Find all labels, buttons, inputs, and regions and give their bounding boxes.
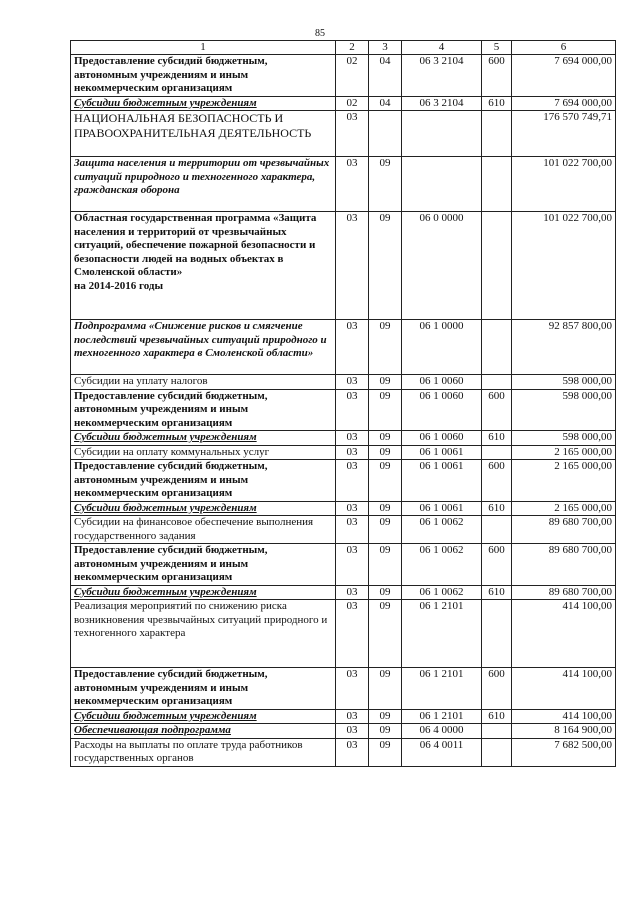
- row-expense-type-code: [482, 445, 512, 460]
- row-subsection-code: [369, 111, 402, 157]
- row-expense-type-code: 610: [482, 96, 512, 111]
- row-name-cell: НАЦИОНАЛЬНАЯ БЕЗОПАСНОСТЬ И ПРАВООХРАНИТЕЛЬНАЯ ДЕЯТЕЛЬНОСТЬ: [71, 111, 336, 157]
- row-subsection-code: 09: [369, 738, 402, 766]
- table-row: [71, 389, 616, 431]
- row-subsection-code: 04: [369, 96, 402, 111]
- row-target-article-code: 06 1 0062: [402, 544, 482, 586]
- budget-table: [70, 40, 616, 767]
- row-section-code: 02: [336, 55, 369, 97]
- row-amount: 2 165 000,00: [512, 501, 616, 516]
- row-expense-type-code: [482, 738, 512, 766]
- row-amount: 598 000,00: [512, 389, 616, 431]
- row-target-article-code: 06 1 0061: [402, 445, 482, 460]
- row-amount: 8 164 900,00: [512, 724, 616, 739]
- row-section-code: 03: [336, 544, 369, 586]
- row-expense-type-code: 610: [482, 709, 512, 724]
- row-name-cell: Предоставление субсидий бюджетным, автономным учреждениям и иным некоммерческим организациям: [71, 460, 336, 502]
- column-header: 4: [402, 41, 482, 55]
- row-section-code: 03: [336, 585, 369, 600]
- table-row: [71, 157, 616, 212]
- row-amount: 7 694 000,00: [512, 55, 616, 97]
- row-section-code: 03: [336, 445, 369, 460]
- row-expense-type-code: [482, 212, 512, 320]
- column-header: 5: [482, 41, 512, 55]
- row-expense-type-code: [482, 600, 512, 668]
- row-name-cell: Субсидии бюджетным учреждениям: [71, 96, 336, 111]
- row-amount: 89 680 700,00: [512, 585, 616, 600]
- row-section-code: 03: [336, 460, 369, 502]
- row-subsection-code: 09: [369, 501, 402, 516]
- row-target-article-code: 06 1 2101: [402, 668, 482, 710]
- row-target-article-code: 06 1 0061: [402, 501, 482, 516]
- row-subsection-code: 09: [369, 157, 402, 212]
- column-header: 3: [369, 41, 402, 55]
- table-row: [71, 431, 616, 446]
- row-target-article-code: 06 3 2104: [402, 96, 482, 111]
- row-expense-type-code: [482, 516, 512, 544]
- row-target-article-code: [402, 111, 482, 157]
- row-section-code: 03: [336, 668, 369, 710]
- row-name-cell: Субсидии бюджетным учреждениям: [71, 431, 336, 446]
- row-amount: 92 857 800,00: [512, 320, 616, 375]
- table-row: [71, 516, 616, 544]
- row-name-cell: Предоставление субсидий бюджетным, автономным учреждениям и иным некоммерческим организациям: [71, 55, 336, 97]
- row-name-cell: Субсидии бюджетным учреждениям: [71, 501, 336, 516]
- row-section-code: 03: [336, 157, 369, 212]
- row-name-cell: Субсидии бюджетным учреждениям: [71, 709, 336, 724]
- table-row: [71, 668, 616, 710]
- row-amount: 2 165 000,00: [512, 460, 616, 502]
- row-section-code: 03: [336, 600, 369, 668]
- row-section-code: 03: [336, 709, 369, 724]
- row-subsection-code: 09: [369, 709, 402, 724]
- row-amount: 414 100,00: [512, 600, 616, 668]
- row-expense-type-code: [482, 157, 512, 212]
- table-row: [71, 96, 616, 111]
- row-section-code: 03: [336, 516, 369, 544]
- row-target-article-code: 06 1 0060: [402, 375, 482, 390]
- row-section-code: 03: [336, 320, 369, 375]
- row-amount: 598 000,00: [512, 431, 616, 446]
- row-target-article-code: 06 3 2104: [402, 55, 482, 97]
- row-target-article-code: [402, 157, 482, 212]
- row-name-cell: Подпрограмма «Снижение рисков и смягчение последствий чрезвычайных ситуаций природного и техногенного характера в Смоленской области»: [71, 320, 336, 375]
- row-name-cell: Реализация мероприятий по снижению риска возникновения чрезвычайных ситуаций природного и техногенного характера: [71, 600, 336, 668]
- table-row: [71, 111, 616, 157]
- table-row: [71, 460, 616, 502]
- row-subsection-code: 09: [369, 320, 402, 375]
- row-subsection-code: 09: [369, 668, 402, 710]
- row-expense-type-code: 600: [482, 668, 512, 710]
- table-row: [71, 600, 616, 668]
- row-section-code: 03: [336, 724, 369, 739]
- row-section-code: 03: [336, 389, 369, 431]
- row-target-article-code: 06 1 0062: [402, 516, 482, 544]
- row-subsection-code: 09: [369, 724, 402, 739]
- row-name-cell: Предоставление субсидий бюджетным, автономным учреждениям и иным некоммерческим организациям: [71, 544, 336, 586]
- table-row: [71, 709, 616, 724]
- table-row: [71, 375, 616, 390]
- row-amount: 176 570 749,71: [512, 111, 616, 157]
- table-header-row: [71, 41, 616, 55]
- row-target-article-code: 06 1 0061: [402, 460, 482, 502]
- row-name-cell: Расходы на выплаты по оплате труда работников государственных органов: [71, 738, 336, 766]
- row-amount: 2 165 000,00: [512, 445, 616, 460]
- row-expense-type-code: 610: [482, 501, 512, 516]
- table-row: [71, 724, 616, 739]
- row-amount: 414 100,00: [512, 709, 616, 724]
- row-subsection-code: 04: [369, 55, 402, 97]
- table-row: [71, 55, 616, 97]
- row-section-code: 03: [336, 431, 369, 446]
- table-row: [71, 212, 616, 320]
- row-expense-type-code: 610: [482, 585, 512, 600]
- row-name-cell: Обеспечивающая подпрограмма: [71, 724, 336, 739]
- row-section-code: 02: [336, 96, 369, 111]
- row-subsection-code: 09: [369, 375, 402, 390]
- row-subsection-code: 09: [369, 431, 402, 446]
- row-subsection-code: 09: [369, 516, 402, 544]
- row-target-article-code: 06 1 0060: [402, 431, 482, 446]
- row-target-article-code: 06 1 0060: [402, 389, 482, 431]
- row-amount: 101 022 700,00: [512, 212, 616, 320]
- row-expense-type-code: 610: [482, 431, 512, 446]
- row-expense-type-code: [482, 320, 512, 375]
- row-subsection-code: 09: [369, 389, 402, 431]
- row-amount: 598 000,00: [512, 375, 616, 390]
- page-number: 85: [315, 28, 325, 39]
- row-target-article-code: 06 4 0000: [402, 724, 482, 739]
- row-name-cell: Областная государственная программа «Защита населения и территорий от чрезвычайных ситуаций, обеспечение пожарной безопасности и безопасности людей на водных объектах в Смоленской области» на 2014-2016 годы: [71, 212, 336, 320]
- row-expense-type-code: [482, 111, 512, 157]
- row-subsection-code: 09: [369, 585, 402, 600]
- row-amount: 101 022 700,00: [512, 157, 616, 212]
- row-target-article-code: 06 1 2101: [402, 709, 482, 724]
- column-header: 6: [512, 41, 616, 55]
- row-section-code: 03: [336, 375, 369, 390]
- row-target-article-code: 06 1 0000: [402, 320, 482, 375]
- row-name-cell: Предоставление субсидий бюджетным, автономным учреждениям и иным некоммерческим организациям: [71, 668, 336, 710]
- table-row: [71, 738, 616, 766]
- row-expense-type-code: 600: [482, 460, 512, 502]
- row-name-cell: Субсидии на уплату налогов: [71, 375, 336, 390]
- row-subsection-code: 09: [369, 544, 402, 586]
- row-name-cell: Предоставление субсидий бюджетным, автономным учреждениям и иным некоммерческим организациям: [71, 389, 336, 431]
- table-row: [71, 585, 616, 600]
- row-target-article-code: 06 0 0000: [402, 212, 482, 320]
- row-section-code: 03: [336, 111, 369, 157]
- row-target-article-code: 06 1 2101: [402, 600, 482, 668]
- row-subsection-code: 09: [369, 460, 402, 502]
- row-name-cell: Субсидии на оплату коммунальных услуг: [71, 445, 336, 460]
- row-name-cell: Субсидии бюджетным учреждениям: [71, 585, 336, 600]
- row-amount: 89 680 700,00: [512, 516, 616, 544]
- table-row: [71, 501, 616, 516]
- table-row: [71, 320, 616, 375]
- row-section-code: 03: [336, 738, 369, 766]
- row-subsection-code: 09: [369, 212, 402, 320]
- row-subsection-code: 09: [369, 445, 402, 460]
- row-target-article-code: 06 1 0062: [402, 585, 482, 600]
- row-amount: 7 694 000,00: [512, 96, 616, 111]
- row-name-cell: Субсидии на финансовое обеспечение выполнения государственного задания: [71, 516, 336, 544]
- row-amount: 414 100,00: [512, 668, 616, 710]
- row-expense-type-code: 600: [482, 55, 512, 97]
- row-section-code: 03: [336, 212, 369, 320]
- column-header: 1: [71, 41, 336, 55]
- row-expense-type-code: 600: [482, 389, 512, 431]
- table-row: [71, 544, 616, 586]
- row-expense-type-code: [482, 375, 512, 390]
- row-section-code: 03: [336, 501, 369, 516]
- row-target-article-code: 06 4 0011: [402, 738, 482, 766]
- row-amount: 89 680 700,00: [512, 544, 616, 586]
- column-header: 2: [336, 41, 369, 55]
- row-subsection-code: 09: [369, 600, 402, 668]
- row-expense-type-code: 600: [482, 544, 512, 586]
- row-name-cell: Защита населения и территории от чрезвычайных ситуаций природного и техногенного характера, гражданская оборона: [71, 157, 336, 212]
- row-amount: 7 682 500,00: [512, 738, 616, 766]
- table-row: [71, 445, 616, 460]
- row-expense-type-code: [482, 724, 512, 739]
